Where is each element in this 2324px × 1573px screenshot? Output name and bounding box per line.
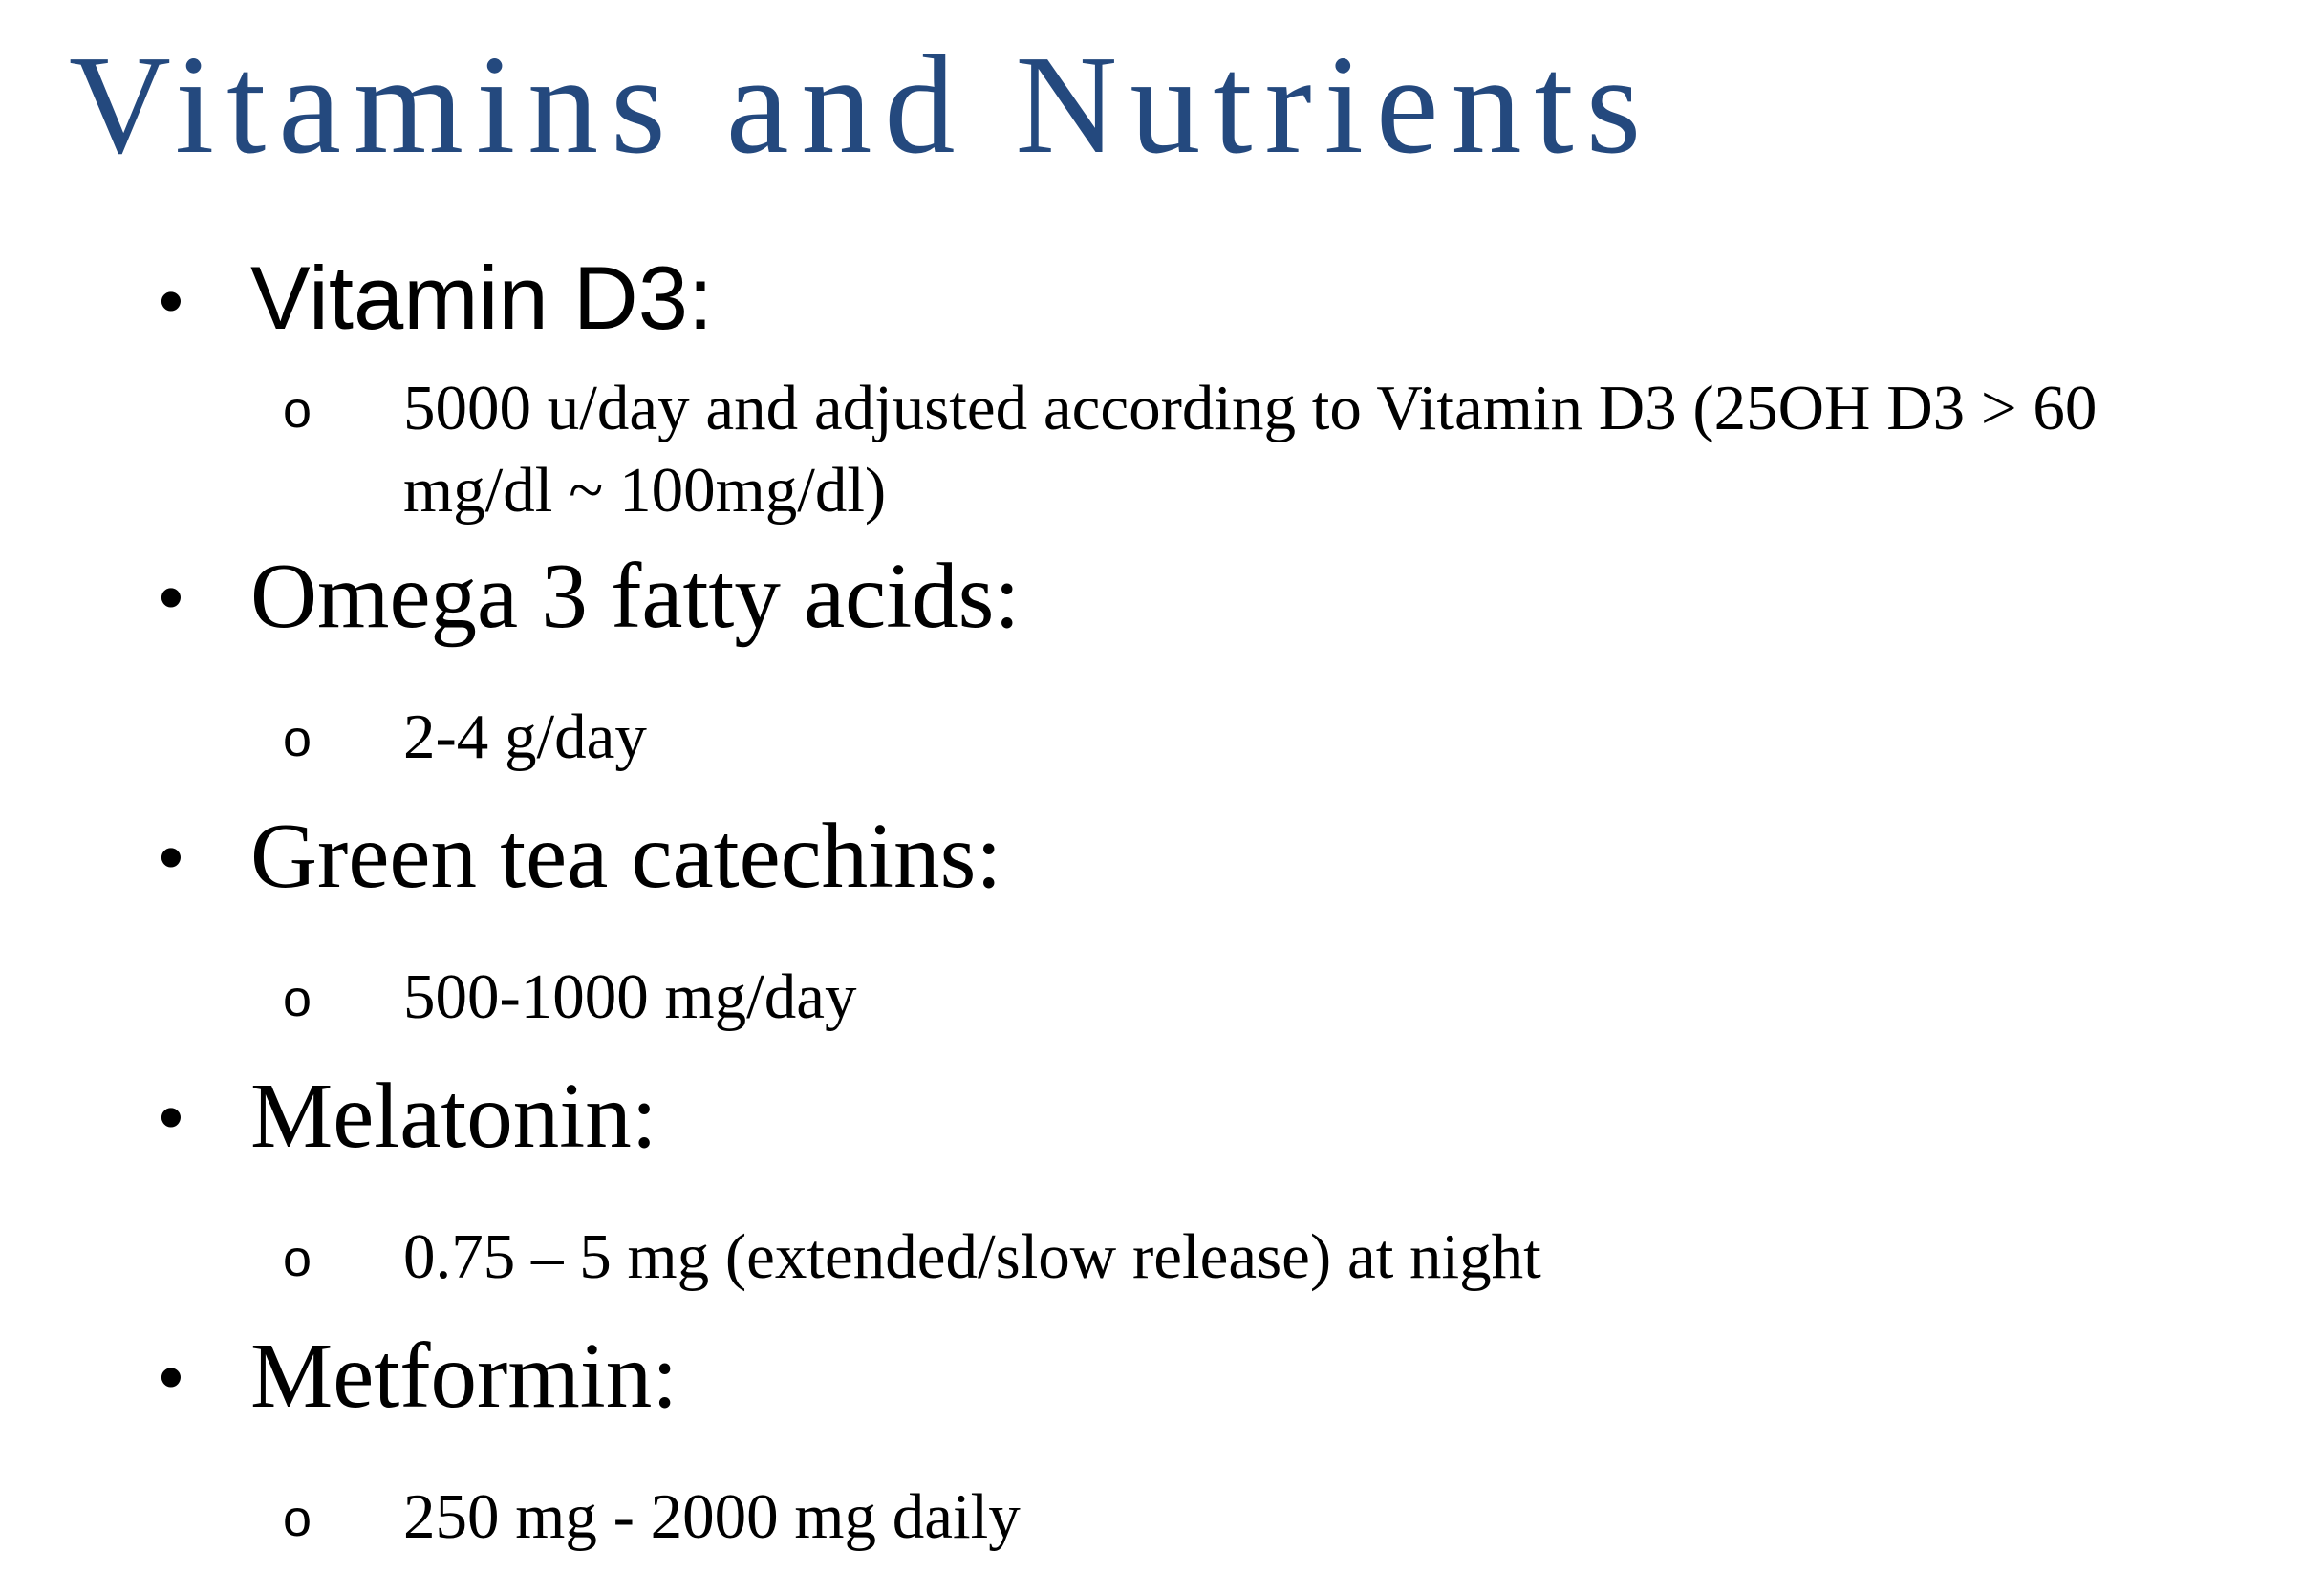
sub-bullet-icon: o: [283, 710, 312, 767]
sub-bullet-icon: o: [283, 1230, 312, 1287]
slide-title: Vitamins and Nutrients: [69, 27, 1654, 183]
bullet-icon: •: [159, 557, 183, 636]
item-detail: 2-4 g/day: [403, 701, 647, 772]
item-label: Melatonin:: [250, 1065, 657, 1167]
item-label: Metformin:: [250, 1325, 678, 1427]
bullet-icon: •: [159, 1337, 183, 1416]
item-label: Vitamin D3:: [250, 248, 714, 348]
item-label: Green tea catechins:: [250, 805, 1002, 907]
item-label: Omega 3 fatty acids:: [250, 545, 1021, 647]
bullet-icon: •: [159, 817, 183, 896]
sub-bullet-icon: o: [283, 970, 312, 1027]
item-detail: 0.75 – 5 mg (extended/slow release) at night: [403, 1221, 1541, 1292]
item-detail: 5000 u/day and adjusted according to Vitamin D3 (25OH D3 > 60: [403, 373, 2098, 443]
item-detail: 500-1000 mg/day: [403, 961, 857, 1032]
item-detail: 250 mg - 2000 mg daily: [403, 1481, 1021, 1552]
sub-bullet-icon: o: [283, 381, 312, 439]
bullet-icon: •: [159, 1077, 183, 1156]
item-detail: mg/dl ~ 100mg/dl): [403, 455, 887, 526]
sub-bullet-icon: o: [283, 1490, 312, 1547]
bullet-icon: •: [159, 261, 183, 340]
